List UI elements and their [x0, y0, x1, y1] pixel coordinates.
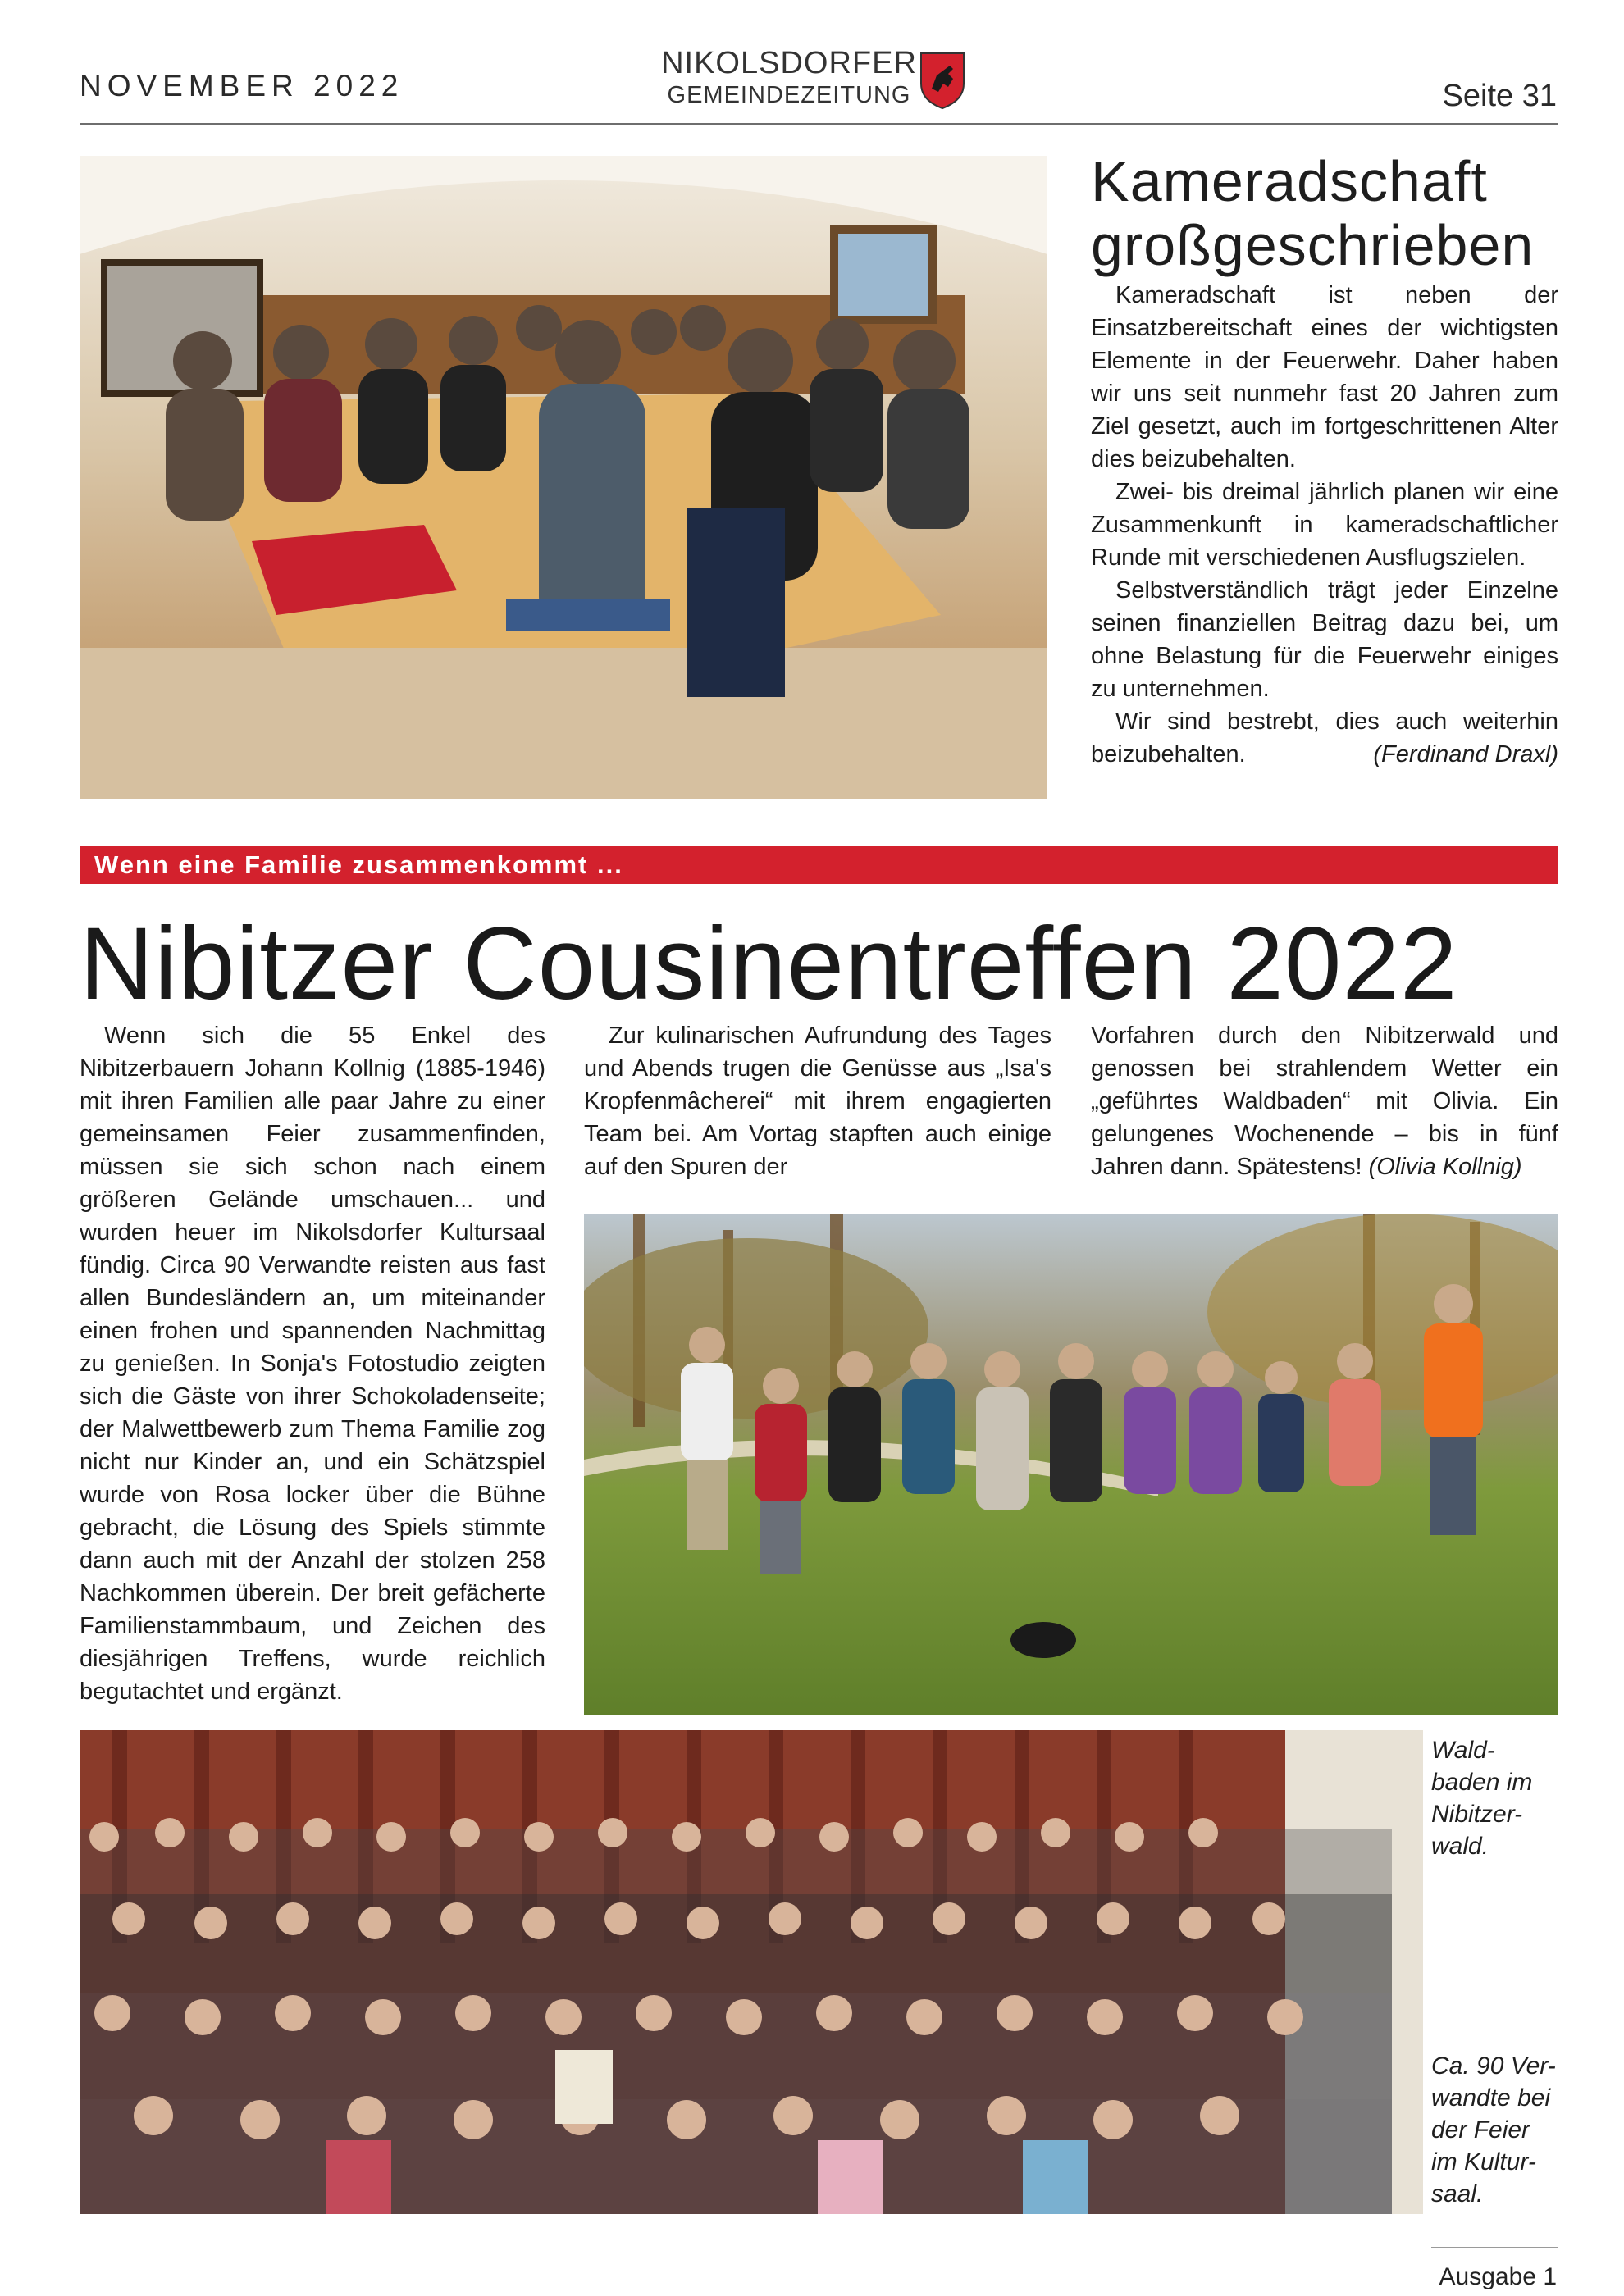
caption-line: wald.	[1431, 1833, 1489, 1860]
kameradschaft-paragraph: Selbstverständlich trägt jeder Einzelne seinen finanziellen Beitrag dazu bei, um ohne Belastung für die Feuerwehr einiges zu unternehmen.	[1091, 577, 1558, 702]
issue-label: Ausgabe 1	[1439, 2263, 1557, 2290]
column-3-signature: (Olivia Kollnig)	[1368, 1154, 1522, 1180]
author-signature: (Ferdinand Draxl)	[1373, 741, 1558, 768]
article-column-1	[80, 1019, 545, 1708]
column-3-text: Vorfahren durch den Nibitzerwald und genossen bei strahlendem Wetter ein „geführtes Waldbaden“ mit Olivia. Ein gelungenes Wochenende – bis in fünf Jahren dann. Spätestens!	[1091, 1023, 1558, 1180]
caption-line: Wald-	[1431, 1737, 1495, 1764]
kameradschaft-body	[1091, 279, 1558, 771]
header-month: NOVEMBER 2022	[80, 69, 404, 102]
caption-line: Nibitzer-	[1431, 1801, 1523, 1828]
caption-line: Ca. 90 Ver-	[1431, 2052, 1556, 2080]
kameradschaft-paragraph: Zwei- bis dreimal jährlich planen wir eine Zusammenkunft in kameradschaftlicher Runde mit verschiedenen Ausflugszielen.	[1091, 479, 1558, 571]
kameradschaft-paragraph-last	[1091, 705, 1558, 771]
caption-waldbaden	[1431, 1734, 1562, 1862]
kameradschaft-headline-line1: Kameradschaft	[1091, 149, 1488, 213]
section-kicker-band	[80, 846, 1558, 884]
photo-waldbaden-group	[584, 1214, 1558, 1715]
article-column-3	[1091, 1019, 1558, 1183]
article-column-2	[584, 1019, 1051, 1183]
photo-kameradschaft-tavern	[80, 156, 1047, 800]
masthead-brand	[650, 48, 928, 107]
caption-line: im Kultur-	[1431, 2148, 1536, 2175]
header-rule	[80, 123, 1558, 125]
photo-kultursaal-group	[80, 1730, 1423, 2214]
page-number: Seite 31	[1442, 79, 1557, 113]
column-1-text: Wenn sich die 55 Enkel des Nibitzerbauern Johann Kollnig (1885-1946) mit ihren Familien alle paar Jahre zu einer gemeinsamen Feier zusammenfinden, müssen sie sich schon nach einem größeren Gelände umschauen... und wurden heuer im Nikolsdorfer Kultursaal fündig. Circa 90 Verwandte reisten aus fast allen Bundesländern an, um miteinander einen frohen und spannenden Nachmittag zu genießen. In Sonja's Fotostudio zeigten sich die Gäste von ihrer Schokoladenseite; der Malwettbewerb zum Thema Familie zog nicht nur Kinder an, und ein Schätzspiel wurde von Rosa locker über die Bühne gebracht, die Lösung des Spiels stimmte dann auch mit der Anzahl der stolzen 258 Nachkommen überein. Der breit gefächerte Familienstammbaum, und Zeichen des diesjährigen Treffens, wurde reichlich begutachtet und ergänzt.	[80, 1023, 545, 1705]
caption-line: wandte bei	[1431, 2084, 1551, 2112]
column-3-paragraph	[1091, 1019, 1558, 1183]
kameradschaft-headline-line2: großgeschrieben	[1091, 213, 1535, 277]
masthead-line1: NIKOLSDORFER	[661, 46, 917, 80]
kameradschaft-paragraph-text: Wir sind bestrebt, dies auch weiterhin beizubehalten.	[1091, 708, 1558, 768]
kameradschaft-paragraph: Kameradschaft ist neben der Einsatzbereitschaft eines der wichtigsten Elemente in der Feuerwehr. Daher haben wir uns seit nunmehr fast 20 Jahren zum Ziel gesetzt, auch im fortgeschrittenen Alter dies beizubehalten.	[1091, 282, 1558, 472]
kameradschaft-headline	[1091, 149, 1567, 277]
caption-line: baden im	[1431, 1769, 1533, 1796]
masthead-line2: GEMEINDEZEITUNG	[667, 82, 911, 108]
caption-line: saal.	[1431, 2180, 1484, 2207]
section-kicker: Wenn eine Familie zusammenkommt ...	[94, 850, 623, 879]
cousinentreffen-headline: Nibitzer Cousinentreffen 2022	[80, 907, 1458, 1021]
column-2-text: Zur kulinarischen Aufrundung des Tages und Abends trugen die Genüsse aus „Isa's Kropfenmâcherei“ mit ihrem engagierten Team bei. Am Vortag stapften auch einige auf den Spuren der	[584, 1023, 1051, 1180]
coat-of-arms-icon	[919, 51, 966, 110]
footer-rule	[1431, 2247, 1558, 2248]
caption-kultursaal	[1431, 2050, 1562, 2210]
caption-line: der Feier	[1431, 2116, 1530, 2143]
